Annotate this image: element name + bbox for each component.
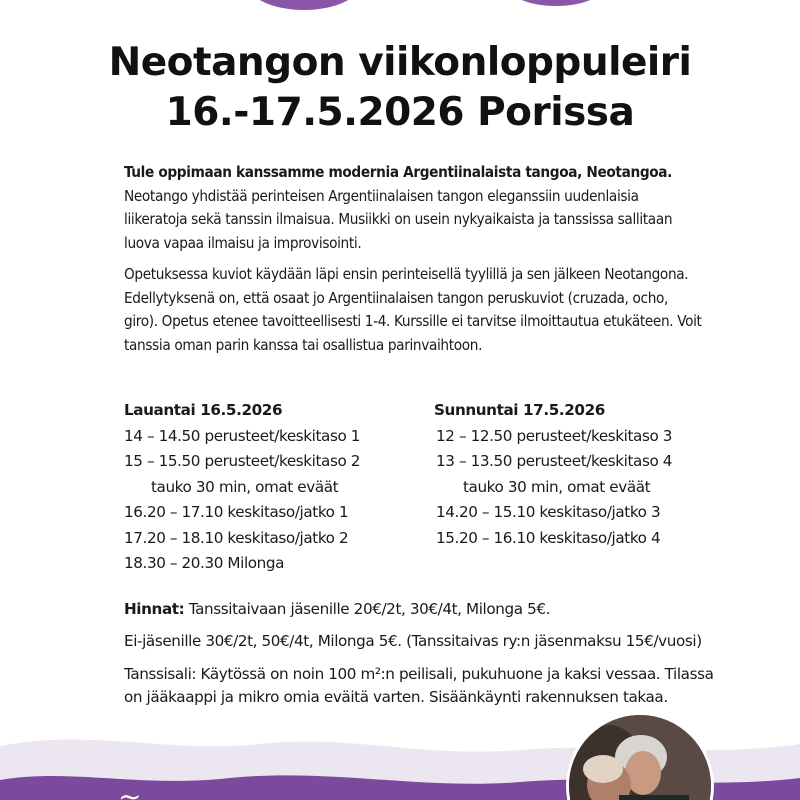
schedule-item: 17.20 – 18.10 keskitaso/jatko 2 xyxy=(124,528,349,547)
price-members xyxy=(124,598,724,621)
intro-paragraph xyxy=(124,161,704,255)
logo-mark: ~ xyxy=(118,780,142,800)
schedule-item: 15.20 – 16.10 keskitaso/jatko 4 xyxy=(436,528,661,547)
intro-body: Neotango yhdistää perinteisen Argentiinalaisen tangon eleganssiin uudenlaisia liikeratoja sekä tanssin ilmaisua. Musiikki on usein nykyaikaista ja tanssissa sallitaan luova vapaa ilmaisu ja improvisointi. xyxy=(124,186,673,252)
hall-info: Tanssisali: Käytössä on noin 100 m²:n peilisali, pukuhuone ja kaksi vessaa. Tilassa on jääkaappi ja mikro omia eväitä varten. Sisäänkäynti rakennuksen takaa. xyxy=(124,665,714,706)
sunday-schedule xyxy=(436,398,672,551)
schedule-item: 12 – 12.50 perusteet/keskitaso 3 xyxy=(436,426,673,445)
saturday-title: Lauantai 16.5.2026 xyxy=(124,401,283,419)
price-label: Hinnat: xyxy=(124,600,185,618)
page-title xyxy=(0,38,800,138)
teaching-paragraph: Opetuksessa kuviot käydään läpi ensin perinteisellä tyylillä ja sen jälkeen Neotangona. Edellytyksenä on, että osaat jo Argentiinalaisen tangon peruskuviot (cruzada, ocho, giro). Opetus etenee tavoitteellisesti 1-4. Kurssille ei tarvitse ilmoittautua etukäteen. Voit tanssia oman parin kanssa tai osallistua parinvaihtoon. xyxy=(124,265,702,354)
sunday-title: Sunnuntai 17.5.2026 xyxy=(434,401,605,419)
title-line-1: Neotangon viikonloppuleiri xyxy=(108,40,692,85)
price-nonmembers: Ei-jäsenille 30€/2t, 50€/4t, Milonga 5€. (Tanssitaivas ry:n jäsenmaksu 15€/vuosi) xyxy=(124,632,702,650)
schedule-item: 13 – 13.50 perusteet/keskitaso 4 xyxy=(436,452,673,470)
intro-lead: Tule oppimaan kanssamme modernia Argentiinalaista tangoa, Neotangoa. xyxy=(124,163,673,181)
schedule-item: 14.20 – 15.10 keskitaso/jatko 3 xyxy=(436,503,661,521)
schedule-break: tauko 30 min, omat eväät xyxy=(151,477,339,496)
title-line-2: 16.-17.5.2026 Porissa xyxy=(165,90,635,135)
decor-blob-top-left xyxy=(248,0,360,10)
price-members-text: Tanssitaivaan jäsenille 20€/2t, 30€/4t, Milonga 5€. xyxy=(188,600,551,618)
schedule-item: 14 – 14.50 perusteet/keskitaso 1 xyxy=(124,426,361,445)
schedule-item: 18.30 – 20.30 Milonga xyxy=(124,554,285,572)
saturday-schedule xyxy=(124,398,360,577)
schedule-item: 15 – 15.50 perusteet/keskitaso 2 xyxy=(124,452,361,470)
schedule-break: tauko 30 min, omat eväät xyxy=(463,477,651,496)
decor-blob-top-right xyxy=(508,0,604,6)
schedule-item: 16.20 – 17.10 keskitaso/jatko 1 xyxy=(124,503,349,521)
